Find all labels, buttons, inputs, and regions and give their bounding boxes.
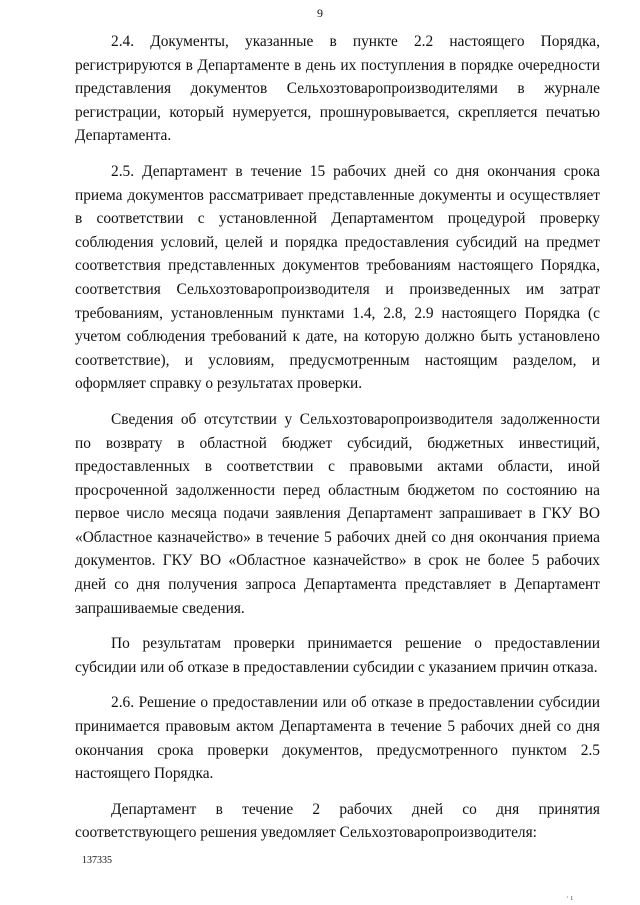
scan-mark: · ı bbox=[566, 893, 573, 902]
paragraph-check-result: По результатам проверки принимается решение о предоставлении субсидии или об отказе в предоставлении субсидии с указанием причин отказа. bbox=[75, 635, 600, 676]
paragraph-2-4: 2.4. Документы, указанные в пункте 2.2 настоящего Порядка, регистрируются в Департаменте в день их поступления в порядке очередности представления документов Сельхозтоваропроизводителями в журнале регистрации, который нумеруется, прошнуровывается, скрепляется печатью Департамента. bbox=[75, 33, 600, 145]
document-code: 137335 bbox=[82, 855, 112, 866]
page-number: 9 bbox=[317, 6, 323, 20]
document-body bbox=[75, 30, 600, 857]
paragraph-2-5: 2.5. Департамент в течение 15 рабочих дней со дня окончания срока приема документов рассматривает представленные документы и осуществляет в соответствии с установленной Департаментом процедурой проверку соблюдения условий, целей и порядка предоставления субсидий на предмет соответствия представленных документов требованиям настоящего Порядка, соответствия Сельхозтоваропроизводителя и произведенных им затрат требованиям, установленным пунктами 1.4, 2.8, 2.9 настоящего Порядка (с учетом соблюдения требований к дате, на которую должно быть установлено соответствие), и условиям, предусмотренным настоящим разделом, и оформляет справку о результатах проверки. bbox=[75, 162, 600, 393]
paragraph-2-6: 2.6. Решение о предоставлении или об отказе в предоставлении субсидии принимается правовым актом Департамента в течение 5 рабочих дней со дня окончания срока проверки документов, предусмотренного пунктом 2.5 настоящего Порядка. bbox=[75, 694, 600, 783]
paragraph-debt-info: Сведения об отсутствии у Сельхозтоваропроизводителя задолженности по возврату в областной бюджет субсидий, бюджетных инвестиций, предоставленных в соответствии с правовыми актами области, иной просроченной задолженности перед областным бюджетом по состоянию на первое число месяца подачи заявления Департамент запрашивает в ГКУ ВО «Областное казначейство» в течение 5 рабочих дней со дня окончания приема документов. ГКУ ВО «Областное казначейство» в срок не более 5 рабочих дней со дня получения запроса Департамента представляет в Департамент запрашиваемые сведения. bbox=[75, 410, 600, 617]
paragraph-notification: Департамент в течение 2 рабочих дней со дня принятия соответствующего решения уведомляет Сельхозтоваропроизводителя: bbox=[75, 800, 600, 842]
